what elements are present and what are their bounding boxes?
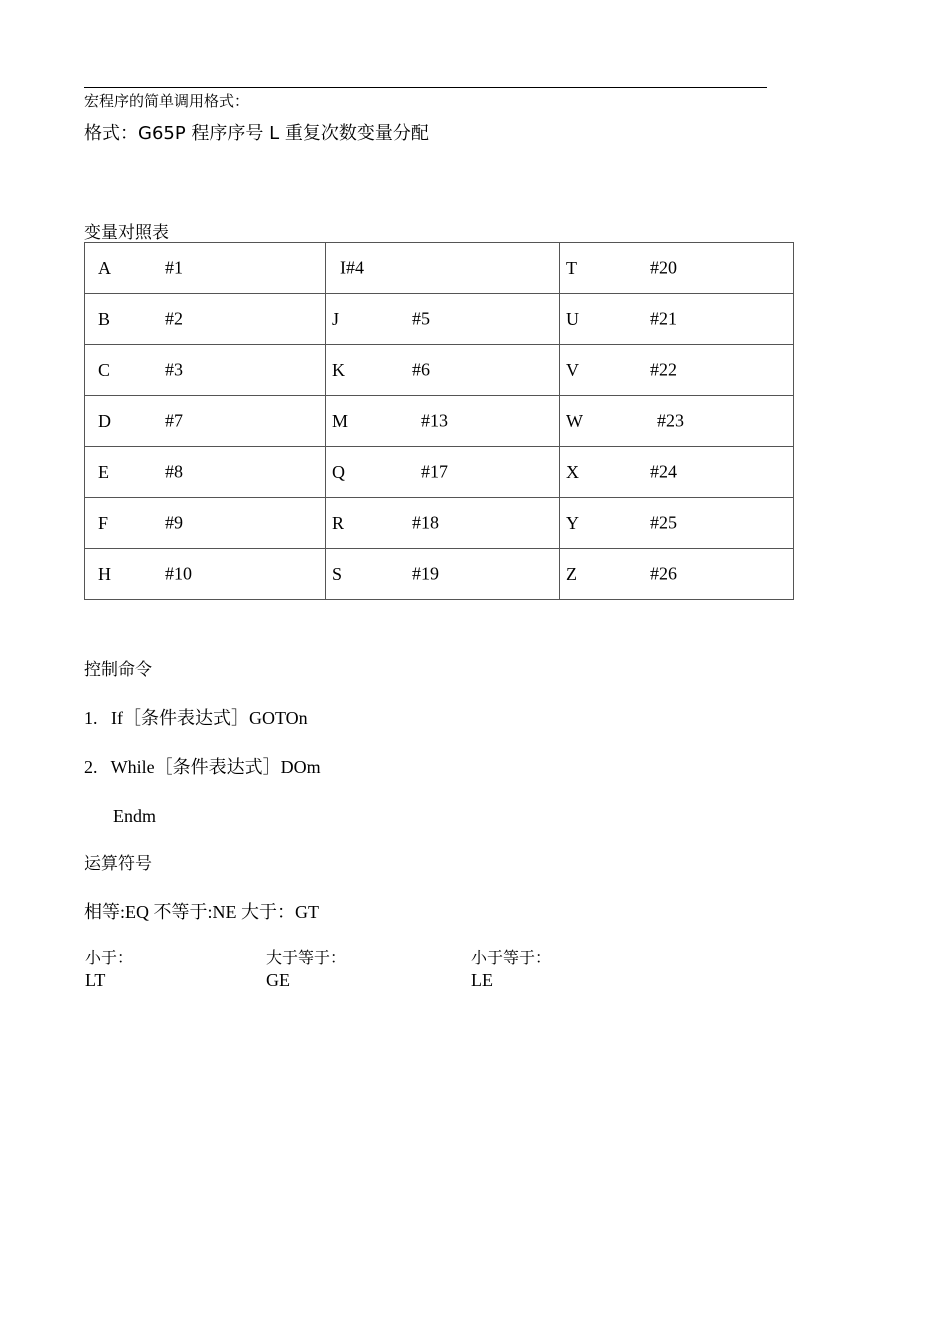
table-row <box>85 498 794 549</box>
cell-code: #18 <box>412 512 439 533</box>
header-caption: 宏程序的简单调用格式： <box>84 92 250 110</box>
table-cell <box>560 396 794 447</box>
table-cell <box>85 549 326 600</box>
cell-letter: Y <box>566 512 579 533</box>
cell-code: #17 <box>421 461 448 482</box>
cell-letter: I#4 <box>340 257 364 278</box>
table-cell <box>326 243 560 294</box>
cell-code: #13 <box>421 410 448 431</box>
operator-label: 小于： <box>85 948 134 967</box>
operator-value: GE <box>266 970 290 990</box>
table-cell <box>560 447 794 498</box>
cell-code: #22 <box>650 359 677 380</box>
cell-letter: Q <box>332 461 345 482</box>
cell-letter: F <box>98 512 109 533</box>
cell-letter: V <box>566 359 579 380</box>
cell-code: #6 <box>412 359 430 380</box>
operators-title: 运算符号 <box>84 854 152 874</box>
control-title: 控制命令 <box>84 660 152 680</box>
cell-code: #9 <box>165 512 183 533</box>
table-row <box>85 549 794 600</box>
table-cell <box>560 549 794 600</box>
cell-code: #26 <box>650 563 677 584</box>
control-item: Endm <box>113 806 156 826</box>
control-item: 1. If［条件表达式］GOTOn <box>84 708 308 728</box>
control-item: 2. While［条件表达式］DOm <box>84 757 321 777</box>
cell-letter: C <box>98 359 111 380</box>
cell-letter: S <box>332 563 343 584</box>
table-cell <box>560 345 794 396</box>
table-cell <box>85 447 326 498</box>
table-cell <box>326 294 560 345</box>
table-cell <box>85 243 326 294</box>
cell-letter: Z <box>566 563 577 584</box>
cell-code: #3 <box>165 359 183 380</box>
operator-value: LE <box>471 970 493 990</box>
operator-lt <box>85 947 133 991</box>
operator-ge <box>266 947 346 991</box>
cell-letter: J <box>332 308 340 329</box>
cell-code: #10 <box>165 563 192 584</box>
cell-code: #5 <box>412 308 430 329</box>
variable-table <box>84 242 794 600</box>
cell-letter: R <box>332 512 345 533</box>
header-rule <box>84 87 767 88</box>
cell-code: #21 <box>650 308 677 329</box>
table-cell <box>560 498 794 549</box>
cell-letter: B <box>98 308 111 329</box>
table-cell <box>326 345 560 396</box>
cell-code: #25 <box>650 512 677 533</box>
operator-le <box>471 947 551 991</box>
cell-code: #23 <box>657 410 684 431</box>
operator-value: LT <box>85 970 106 990</box>
table-cell <box>85 345 326 396</box>
table-cell <box>326 396 560 447</box>
cell-code: #24 <box>650 461 677 482</box>
table-cell <box>326 549 560 600</box>
table-cell <box>326 498 560 549</box>
cell-letter: E <box>98 461 109 482</box>
cell-code: #7 <box>165 410 183 431</box>
table-cell <box>85 396 326 447</box>
table-row <box>85 447 794 498</box>
cell-letter: T <box>566 257 577 278</box>
cell-letter: X <box>566 461 579 482</box>
cell-letter: D <box>98 410 111 431</box>
table-row <box>85 396 794 447</box>
cell-code: #19 <box>412 563 439 584</box>
table-title: 变量对照表 <box>84 223 169 243</box>
cell-letter: W <box>566 410 583 431</box>
cell-code: #1 <box>165 257 183 278</box>
cell-letter: U <box>566 308 579 329</box>
cell-code: #20 <box>650 257 677 278</box>
table-row <box>85 294 794 345</box>
cell-letter: K <box>332 359 345 380</box>
cell-letter: H <box>98 563 111 584</box>
table-cell <box>560 294 794 345</box>
table-cell <box>85 498 326 549</box>
table-row <box>85 243 794 294</box>
table-row <box>85 345 794 396</box>
table-cell <box>560 243 794 294</box>
operator-label: 小于等于： <box>471 948 552 967</box>
table-cell <box>326 447 560 498</box>
operators-line: 相等:EQ 不等于:NE 大于：GT <box>84 902 319 922</box>
format-line: 格式：G65P 程序序号 L 重复次数变量分配 <box>84 123 429 144</box>
cell-letter: A <box>98 257 111 278</box>
operator-label: 大于等于： <box>266 948 347 967</box>
table-cell <box>85 294 326 345</box>
cell-letter: M <box>332 410 349 431</box>
cell-code: #2 <box>165 308 183 329</box>
cell-code: #8 <box>165 461 183 482</box>
